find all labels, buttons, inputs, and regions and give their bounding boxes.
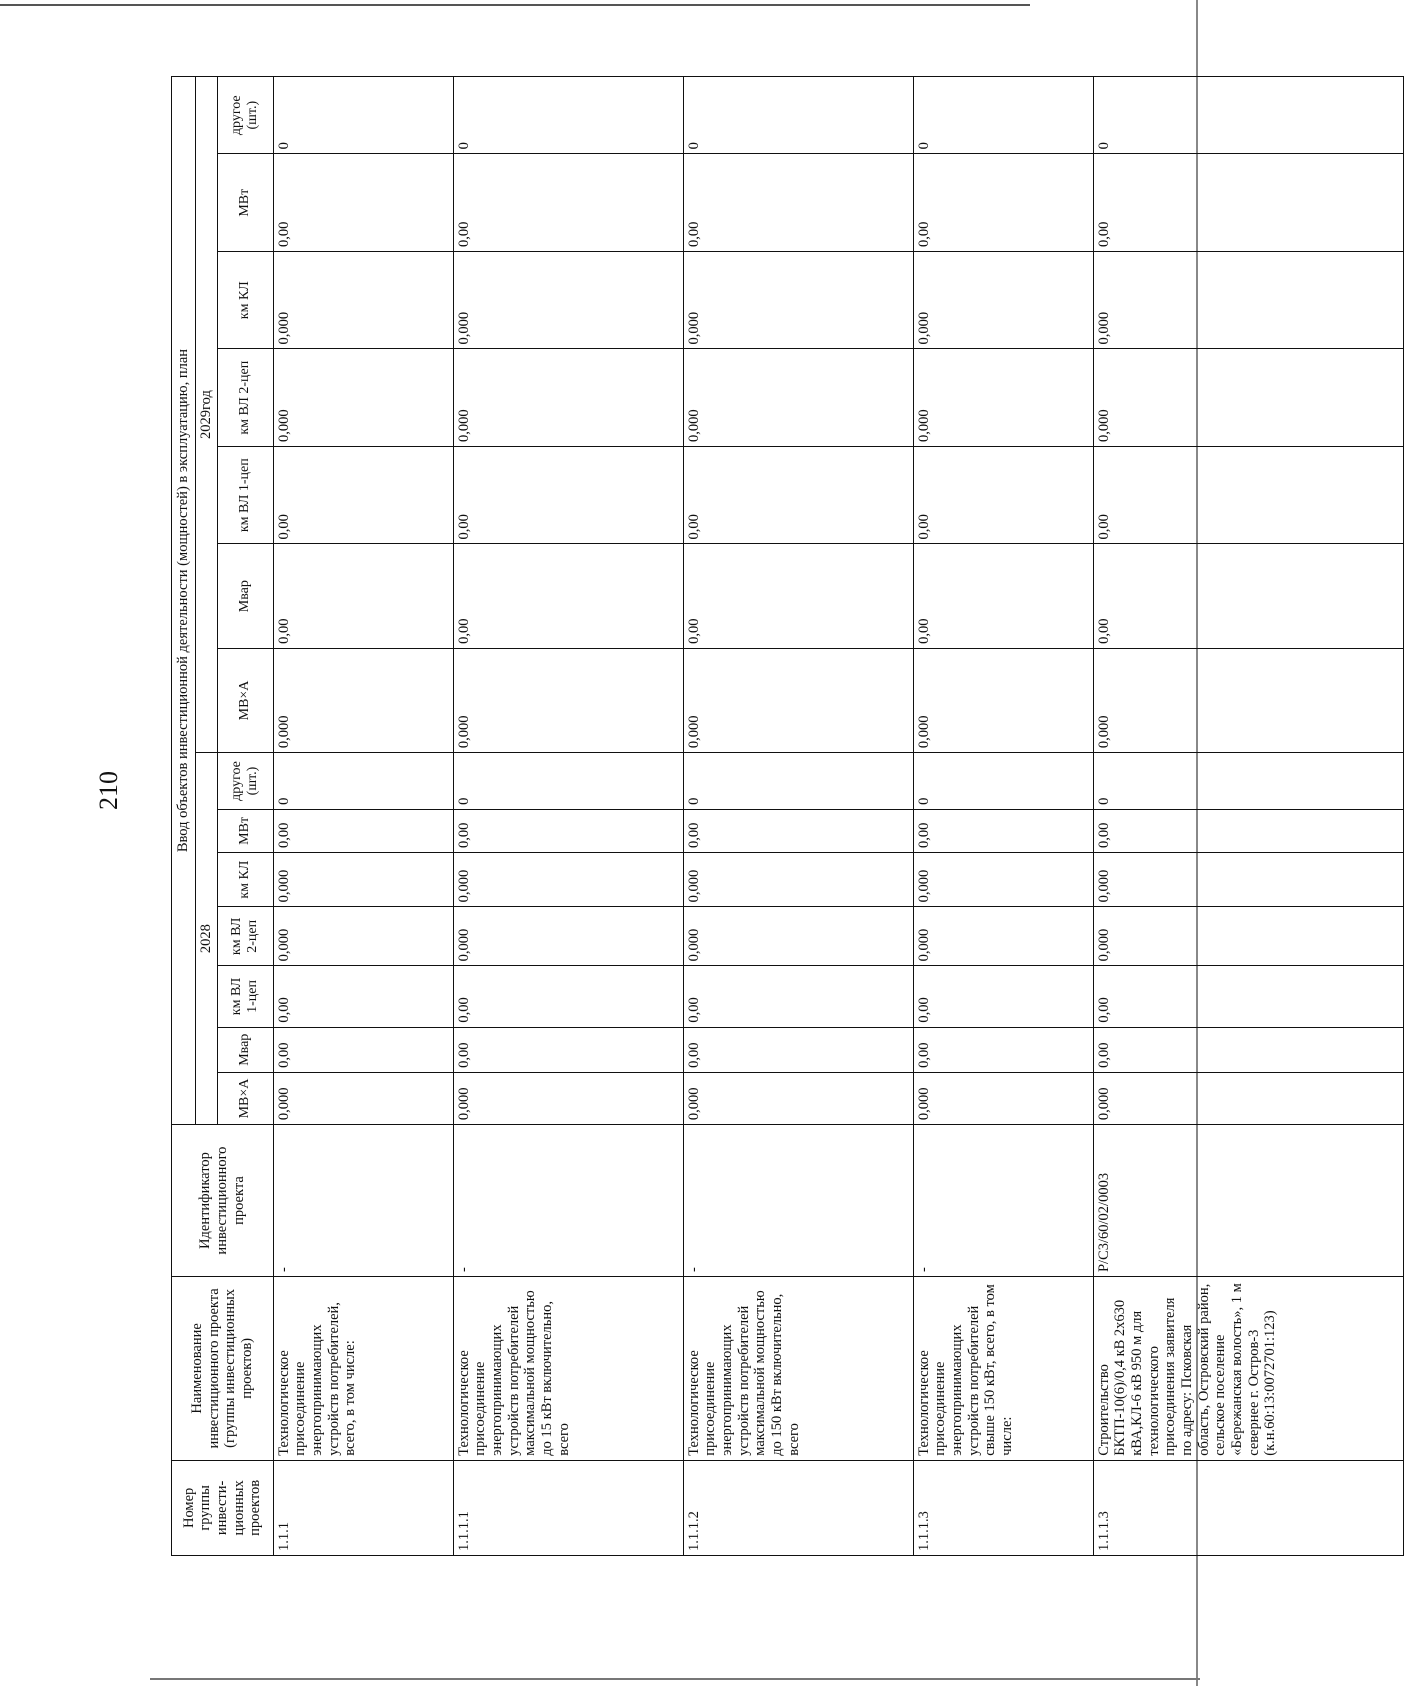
row-number: 1.1.1.3 xyxy=(1093,1460,1403,1555)
row-id: - xyxy=(273,1125,453,1277)
value-2029-mva: 0,000 xyxy=(453,648,683,752)
table-body xyxy=(273,77,1403,1556)
value-2028-mva: 0,000 xyxy=(453,1072,683,1124)
scan-edge-bottom xyxy=(150,1678,1200,1680)
row-number: 1.1.1 xyxy=(273,1460,453,1555)
value-2028-mw: 0,00 xyxy=(913,809,1093,852)
value-2028-km-vl2: 0,000 xyxy=(273,907,453,966)
value-2029-mvar: 0,00 xyxy=(913,544,1093,648)
value-2028-other: 0 xyxy=(683,753,913,810)
value-2029-mva: 0,000 xyxy=(1093,648,1403,752)
value-2029-other: 0 xyxy=(683,77,913,154)
value-2028-mvar: 0,00 xyxy=(453,1027,683,1072)
value-2028-km-vl2: 0,000 xyxy=(1093,907,1403,966)
value-2028-km-vl2: 0,000 xyxy=(683,907,913,966)
value-2029-km-vl1: 0,00 xyxy=(683,446,913,544)
row-id: - xyxy=(453,1125,683,1277)
header-id: Идентификатор инвестиционного проекта xyxy=(172,1125,274,1277)
value-2029-km-kl: 0,000 xyxy=(453,251,683,349)
unit-2028-km-vl2: км ВЛ 2-цеп xyxy=(217,907,273,966)
value-2028-mvar: 0,00 xyxy=(683,1027,913,1072)
value-2029-mw: 0,00 xyxy=(453,154,683,252)
unit-2029-mva: МВ×А xyxy=(217,648,273,752)
value-2029-other: 0 xyxy=(453,77,683,154)
value-2028-mvar: 0,00 xyxy=(913,1027,1093,1072)
value-2029-mvar: 0,00 xyxy=(273,544,453,648)
row-number: 1.1.1.1 xyxy=(453,1460,683,1555)
unit-2028-mva: МВ×А xyxy=(217,1072,273,1124)
value-2029-km-vl2: 0,000 xyxy=(453,349,683,447)
row-id: - xyxy=(913,1125,1093,1277)
value-2028-mvar: 0,00 xyxy=(273,1027,453,1072)
value-2029-km-kl: 0,000 xyxy=(1093,251,1403,349)
value-2028-km-vl1: 0,00 xyxy=(273,966,453,1027)
row-name: Технологическое присоединение энергопринимающих устройств потребителей свыше 150 кВт, всего, в том числе: xyxy=(913,1277,1093,1461)
row-name: Технологическое присоединение энергопринимающих устройств потребителей максимальной мощностью до 15 кВт включительно, всего xyxy=(453,1277,683,1461)
value-2029-mvar: 0,00 xyxy=(453,544,683,648)
value-2029-km-vl1: 0,00 xyxy=(453,446,683,544)
value-2028-mvar: 0,00 xyxy=(1093,1027,1403,1072)
unit-2028-mvar: Мвар xyxy=(217,1027,273,1072)
value-2028-mva: 0,000 xyxy=(683,1072,913,1124)
value-2029-km-vl1: 0,00 xyxy=(273,446,453,544)
value-2028-km-kl: 0,000 xyxy=(913,852,1093,906)
value-2028-mva: 0,000 xyxy=(1093,1072,1403,1124)
value-2029-km-kl: 0,000 xyxy=(913,251,1093,349)
value-2029-mw: 0,00 xyxy=(1093,154,1403,252)
unit-2028-mw: МВт xyxy=(217,809,273,852)
unit-2028-km-kl: км КЛ xyxy=(217,852,273,906)
value-2029-mvar: 0,00 xyxy=(683,544,913,648)
unit-2028-other: другое (шт.) xyxy=(217,753,273,810)
row-name: Строительство БКТП-10(6)/0,4 кВ 2х630 кВА,КЛ-6 кВ 950 м для технологического присоединения заявителя по адресу: Псковская область, Островский район, сельское поселение «Бережанская волость», 1 м севернее г. Остров-3 (к.н.60:13:0072701:123) xyxy=(1093,1277,1403,1461)
row-name: Технологическое присоединение энергопринимающих устройств потребителей максимальной мощностью до 150 кВт включительно, всего xyxy=(683,1277,913,1461)
value-2028-km-vl1: 0,00 xyxy=(1093,966,1403,1027)
header-name: Наименование инвестиционного проекта (группы инвестиционных проектов) xyxy=(172,1277,274,1461)
unit-2029-km-kl: км КЛ xyxy=(217,251,273,349)
unit-2028-km-vl1: км ВЛ 1-цеп xyxy=(217,966,273,1027)
table-row xyxy=(273,77,453,1556)
value-2028-km-vl2: 0,000 xyxy=(913,907,1093,966)
value-2028-km-vl1: 0,00 xyxy=(913,966,1093,1027)
value-2028-km-vl1: 0,00 xyxy=(683,966,913,1027)
value-2029-other: 0 xyxy=(1093,77,1403,154)
value-2028-mw: 0,00 xyxy=(1093,809,1403,852)
row-name: Технологическое присоединение энергопринимающих устройств потребителей, всего, в том числе: xyxy=(273,1277,453,1461)
row-number: 1.1.1.2 xyxy=(683,1460,913,1555)
value-2028-other: 0 xyxy=(1093,753,1403,810)
investment-table xyxy=(171,76,1404,1556)
unit-2029-km-vl2: км ВЛ 2-цеп xyxy=(217,349,273,447)
value-2028-mw: 0,00 xyxy=(453,809,683,852)
value-2029-mw: 0,00 xyxy=(273,154,453,252)
row-id: P/C3/60/02/0003 xyxy=(1093,1125,1403,1277)
table-row xyxy=(913,77,1093,1556)
value-2028-other: 0 xyxy=(453,753,683,810)
value-2028-km-kl: 0,000 xyxy=(1093,852,1403,906)
row-id: - xyxy=(683,1125,913,1277)
value-2028-km-kl: 0,000 xyxy=(453,852,683,906)
unit-2029-km-vl1: км ВЛ 1-цеп xyxy=(217,446,273,544)
value-2028-km-kl: 0,000 xyxy=(273,852,453,906)
header-year-2029: 2029год xyxy=(196,77,218,753)
value-2029-km-vl2: 0,000 xyxy=(913,349,1093,447)
value-2029-km-kl: 0,000 xyxy=(273,251,453,349)
value-2029-km-vl1: 0,00 xyxy=(1093,446,1403,544)
value-2029-km-vl2: 0,000 xyxy=(273,349,453,447)
value-2028-km-vl2: 0,000 xyxy=(453,907,683,966)
header-year-2028: 2028 xyxy=(196,753,218,1125)
value-2029-mvar: 0,00 xyxy=(1093,544,1403,648)
value-2028-km-kl: 0,000 xyxy=(683,852,913,906)
value-2029-km-vl1: 0,00 xyxy=(913,446,1093,544)
value-2029-km-vl2: 0,000 xyxy=(1093,349,1403,447)
value-2029-km-vl2: 0,000 xyxy=(683,349,913,447)
scan-edge-top xyxy=(0,4,1030,6)
table-row xyxy=(1093,77,1403,1556)
value-2029-mw: 0,00 xyxy=(683,154,913,252)
rotated-table-wrapper xyxy=(171,76,1279,1556)
page-number: 210 xyxy=(94,771,123,810)
value-2029-other: 0 xyxy=(913,77,1093,154)
value-2028-mw: 0,00 xyxy=(683,809,913,852)
value-2028-mva: 0,000 xyxy=(913,1072,1093,1124)
header-commissioning-plan: Ввод объектов инвестиционной деятельности (мощностей) в эксплуатацию, план xyxy=(172,77,196,1125)
value-2029-mva: 0,000 xyxy=(273,648,453,752)
value-2028-other: 0 xyxy=(273,753,453,810)
value-2028-mva: 0,000 xyxy=(273,1072,453,1124)
value-2029-mw: 0,00 xyxy=(913,154,1093,252)
table-row xyxy=(683,77,913,1556)
table-row xyxy=(453,77,683,1556)
unit-2029-mw: МВт xyxy=(217,154,273,252)
unit-2029-other: другое (шт.) xyxy=(217,77,273,154)
value-2028-mw: 0,00 xyxy=(273,809,453,852)
value-2029-km-kl: 0,000 xyxy=(683,251,913,349)
row-number: 1.1.1.3 xyxy=(913,1460,1093,1555)
header-number: Номер группы инвести-ционных проектов xyxy=(172,1460,274,1555)
value-2029-mva: 0,000 xyxy=(683,648,913,752)
value-2029-other: 0 xyxy=(273,77,453,154)
unit-2029-mvar: Мвар xyxy=(217,544,273,648)
value-2029-mva: 0,000 xyxy=(913,648,1093,752)
value-2028-other: 0 xyxy=(913,753,1093,810)
value-2028-km-vl1: 0,00 xyxy=(453,966,683,1027)
